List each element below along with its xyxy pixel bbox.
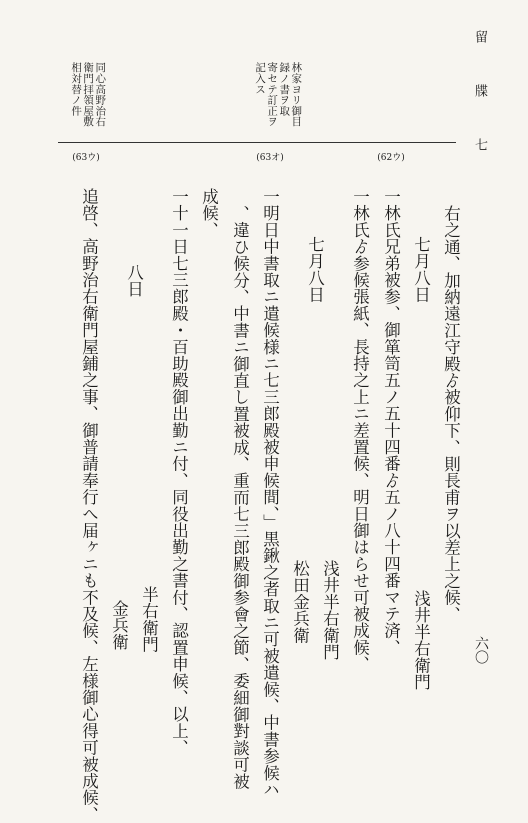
signature-asai-1: 浅井半右衛門 <box>411 590 431 691</box>
folio-label-63o: (63オ) <box>256 153 284 163</box>
date-line-1: 七月八日 <box>411 236 431 303</box>
item-line-2: 一林氏ゟ参候張紙、長持之上ニ差置候、明日御はらせ可被成候、 <box>350 188 370 673</box>
header-divider-rule <box>58 142 456 143</box>
margin-note-63o: 林家ヨリ御目 録ノ書ヲ取 寄セテ訂正ヲ 記入ス <box>254 62 303 127</box>
running-header: 留 牒 七 <box>472 30 487 165</box>
date-line-2: 七月八日 <box>305 236 325 303</box>
signature-hanemon: 半右衛門 <box>139 586 159 653</box>
item-line-3: 一明日中書取ニ遣候様ニ七三郎殿被申候間、」黒鍬之者取ニ可被遣候、中書参候ハ <box>260 188 280 798</box>
text-line-1: 右之通、加納遠江守殿ゟ被仰下、則長甫ヲ以差上之候、 <box>441 205 461 623</box>
folio-label-63u: (63ウ) <box>72 153 100 163</box>
item-line-4: 一十一日七三郎殿・百助殿御出勤ニ付、同役出勤之書付、認置申候、以上、 <box>169 188 189 756</box>
folio-label-62u: (62ウ) <box>377 153 405 163</box>
text-line-cont-1: 、違ひ候分、中書ニ御直し置被成、重而七三郎殿御参會之節、委細御對談可被 <box>230 205 250 790</box>
signature-matsuda: 松田金兵衛 <box>290 560 310 644</box>
signature-kinbee: 金兵衛 <box>109 600 129 651</box>
date-line-3: 八日 <box>124 264 144 298</box>
signature-asai-2: 浅井半右衛門 <box>320 560 340 661</box>
page-number: 六〇 <box>473 636 489 664</box>
item-line-1: 一林氏兄弟被参、御箪笥五ノ五十四番ゟ五ノ八十四番マテ済、 <box>381 188 401 656</box>
text-line-cont-2: 成候、 <box>199 188 219 239</box>
postscript-line: 追啓、高野治右衛門屋鋪之事、御普請奉行へ届ヶニも不及候、左様御心得可被成候、 <box>79 188 99 823</box>
margin-note-63u: 同心高野治右 衛門拝領屋敷 相対替ノ件 <box>70 62 107 127</box>
